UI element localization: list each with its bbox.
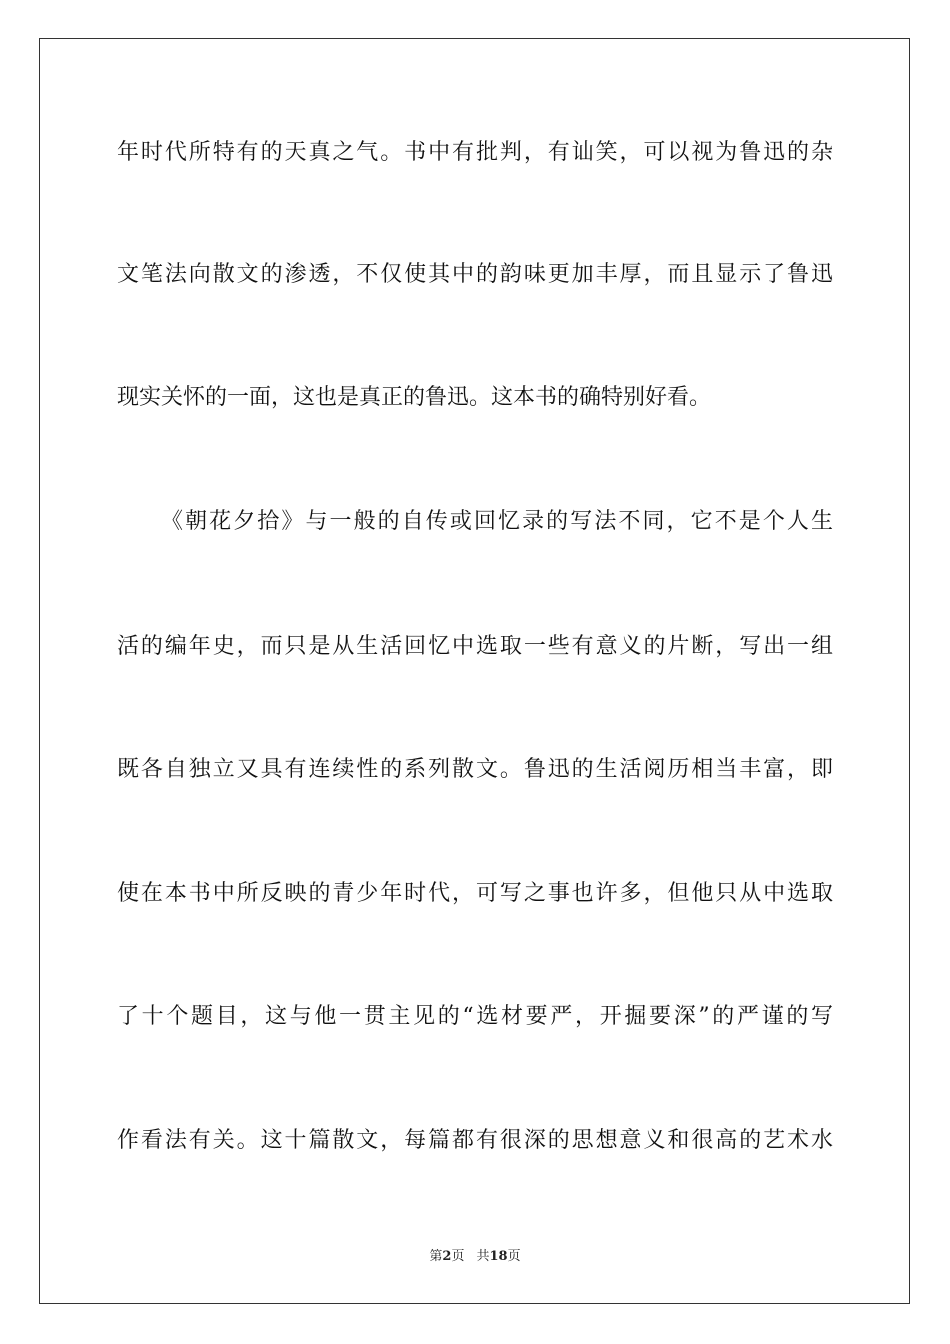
footer-page-suffix: 页 [451, 1249, 465, 1264]
page-footer [0, 1248, 950, 1266]
body-text-line: 年时代所特有的天真之气。书中有批判，有讪笑，可以视为鲁迅的杂 [117, 140, 833, 165]
body-text-line: 文笔法向散文的渗透，不仅使其中的韵味更加丰厚，而且显示了鲁迅 [117, 262, 833, 287]
body-text-line: 既各自独立又具有连续性的系列散文。鲁迅的生活阅历相当丰富，即 [117, 757, 833, 782]
body-text-line: 现实关怀的一面，这也是真正的鲁迅。这本书的确特别好看。 [117, 385, 712, 410]
footer-prefix: 第 [429, 1249, 443, 1264]
body-text-line: 《朝花夕拾》与一般的自传或回忆录的写法不同，它不是个人生 [161, 509, 833, 534]
footer-total-prefix: 共 [476, 1249, 490, 1264]
current-page-number: 2 [442, 1249, 452, 1264]
footer-total-suffix: 页 [507, 1249, 521, 1264]
body-text-line: 使在本书中所反映的青少年时代，可写之事也许多，但他只从中选取 [117, 881, 833, 906]
body-text-line: 活的编年史，而只是从生活回忆中选取一些有意义的片断，写出一组 [117, 634, 833, 659]
total-pages-number: 18 [489, 1249, 508, 1264]
page-border [39, 38, 910, 1304]
body-text-line: 了十个题目，这与他一贯主见的“选材要严，开掘要深”的严谨的写 [117, 1004, 833, 1029]
body-text-line: 作看法有关。这十篇散文，每篇都有很深的思想意义和很高的艺术水 [117, 1128, 833, 1153]
